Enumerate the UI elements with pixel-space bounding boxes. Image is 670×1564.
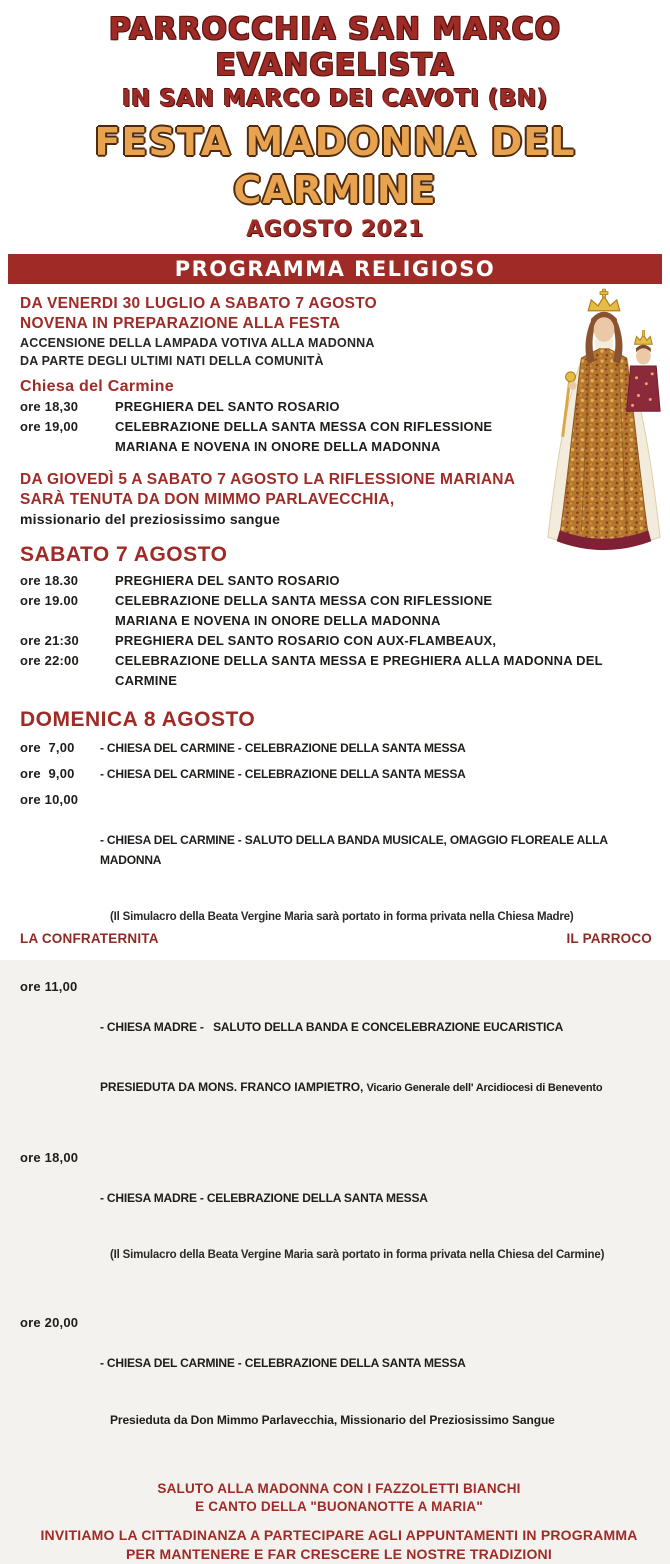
- signature-confraternita: LA CONFRATERNITA: [20, 931, 159, 946]
- schedule-time: ore 11,00: [20, 979, 78, 994]
- parish-title: PARROCCHIA SAN MARCO EVANGELISTA: [108, 12, 562, 83]
- sabato-heading: SABATO 7 AGOSTO: [20, 543, 228, 566]
- festival-date: AGOSTO 2021: [246, 217, 424, 242]
- schedule-event: PREGHIERA DEL SANTO ROSARIO: [115, 573, 340, 588]
- schedule-event: CELEBRAZIONE DELLA SANTA MESSA E PREGHIERA ALLA MADONNA DEL CARMINE: [115, 653, 603, 688]
- schedule-row: [20, 591, 658, 631]
- schedule-time: ore 22:00: [20, 653, 79, 668]
- parish-town: IN SAN MARCO DEI CAVOTI (BN): [122, 86, 548, 112]
- poster-header: [0, 0, 670, 244]
- schedule-row: [20, 738, 658, 758]
- riflessione-line2: SARÀ TENUTA DA DON MIMMO PARLAVECCHIA,: [20, 491, 395, 508]
- schedule-event: - CHIESA DEL CARMINE - CELEBRAZIONE DELLA SANTA MESSA Presieduta da Don Mimmo Parlavecchia, Missionario del Preziosissimo Sangue: [100, 1313, 658, 1468]
- schedule-time: ore 19,00: [20, 419, 79, 434]
- schedule-time: ore 10,00: [20, 792, 79, 807]
- schedule-event: - CHIESA MADRE - SALUTO DELLA BANDA E CONCELEBRAZIONE EUCARISTICA PRESIEDUTA DA MONS. FRANCO IAMPIETRO, Vicario Generale dell' Arcidiocesi di Benevento: [100, 977, 658, 1138]
- schedule-note: (Il Simulacro della Beata Vergine Maria sarà portato in forma privata nella Chiesa del Carmine): [110, 1249, 605, 1261]
- schedule-time: ore 18.30: [20, 573, 79, 588]
- festival-title: FESTA MADONNA DEL CARMINE: [94, 120, 576, 212]
- schedule-row: [20, 651, 658, 691]
- section-domenica: [20, 707, 658, 1468]
- schedule-note: Presieduta da Don Mimmo Parlavecchia, Missionario del Preziosissimo Sangue: [110, 1413, 555, 1427]
- schedule-row: [20, 631, 658, 651]
- signatures-row: [20, 931, 652, 946]
- riflessione-line1: DA GIOVEDÌ 5 A SABATO 7 AGOSTO LA RIFLESSIONE MARIANA: [20, 471, 516, 488]
- schedule-event: - CHIESA DEL CARMINE - CELEBRAZIONE DELLA SANTA MESSA: [100, 741, 466, 755]
- schedule-event: CELEBRAZIONE DELLA SANTA MESSA CON RIFLESSIONE MARIANA E NOVENA IN ONORE DELLA MADONNA: [115, 593, 493, 628]
- novena-note1: ACCENSIONE DELLA LAMPADA VOTIVA ALLA MADONNA: [20, 336, 375, 350]
- schedule-time: ore 9,00: [20, 766, 75, 781]
- signature-parroco: IL PARROCO: [566, 931, 652, 946]
- novena-location: Chiesa del Carmine: [20, 378, 174, 395]
- schedule-time: ore 7,00: [20, 740, 75, 755]
- schedule-time: ore 20,00: [20, 1315, 79, 1330]
- program-content: [0, 284, 670, 1564]
- schedule-event: - CHIESA MADRE - CELEBRAZIONE DELLA SANTA MESSA (Il Simulacro della Beata Vergine Maria sarà portato in forma privata nella Chiesa del Carmine): [100, 1148, 658, 1303]
- schedule-time: ore 18,30: [20, 399, 79, 414]
- schedule-row: [20, 571, 658, 591]
- invito-text: INVITIAMO LA CITTADINANZA A PARTECIPARE AGLI APPUNTAMENTI IN PROGRAMMA PER MANTENERE E FAR CRESCERE LE NOSTRE TRADIZIONI: [40, 1527, 638, 1562]
- schedule-event: - CHIESA DEL CARMINE - SALUTO DELLA BANDA MUSICALE, OMAGGIO FLOREALE ALLA MADONNA (Il Simulacro della Beata Vergine Maria sarà portato in forma privata nella Chiesa Madre): [100, 790, 658, 965]
- madonna-statue-image: [540, 288, 668, 566]
- schedule-event: - CHIESA DEL CARMINE - CELEBRAZIONE DELLA SANTA MESSA: [100, 767, 466, 781]
- schedule-event: CELEBRAZIONE DELLA SANTA MESSA CON RIFLESSIONE MARIANA E NOVENA IN ONORE DELLA MADONNA: [115, 419, 493, 454]
- schedule-event: PREGHIERA DEL SANTO ROSARIO CON AUX-FLAMBEAUX,: [115, 633, 497, 648]
- schedule-row: [20, 764, 658, 784]
- schedule-time: ore 18,00: [20, 1150, 79, 1165]
- schedule-note: PRESIEDUTA DA MONS. FRANCO IAMPIETRO, Vicario Generale dell' Arcidiocesi di Benevento: [100, 1080, 603, 1094]
- domenica-heading: DOMENICA 8 AGOSTO: [20, 708, 256, 731]
- schedule-time: ore 21:30: [20, 633, 79, 648]
- riflessione-line3: missionario del preziosissimo sangue: [20, 511, 281, 527]
- schedule-time: ore 19.00: [20, 593, 79, 608]
- novena-heading-line2: NOVENA IN PREPARAZIONE ALLA FESTA: [20, 315, 341, 332]
- novena-note2: DA PARTE DEGLI ULTIMI NATI DELLA COMUNITÀ: [20, 354, 324, 368]
- schedule-event: PREGHIERA DEL SANTO ROSARIO: [115, 399, 340, 414]
- novena-heading-line1: DA VENERDI 30 LUGLIO A SABATO 7 AGOSTO: [20, 295, 378, 312]
- schedule-row: [20, 1313, 658, 1468]
- schedule-row: [20, 1148, 658, 1303]
- program-band-title: PROGRAMMA RELIGIOSO: [8, 254, 662, 284]
- schedule-row: [20, 977, 658, 1138]
- saluto-madonna-text: SALUTO ALLA MADONNA CON I FAZZOLETTI BIANCHI E CANTO DELLA "BUONANOTTE A MARIA": [157, 1481, 521, 1514]
- schedule-note: (Il Simulacro della Beata Vergine Maria sarà portato in forma privata nella Chiesa Madre): [110, 911, 574, 923]
